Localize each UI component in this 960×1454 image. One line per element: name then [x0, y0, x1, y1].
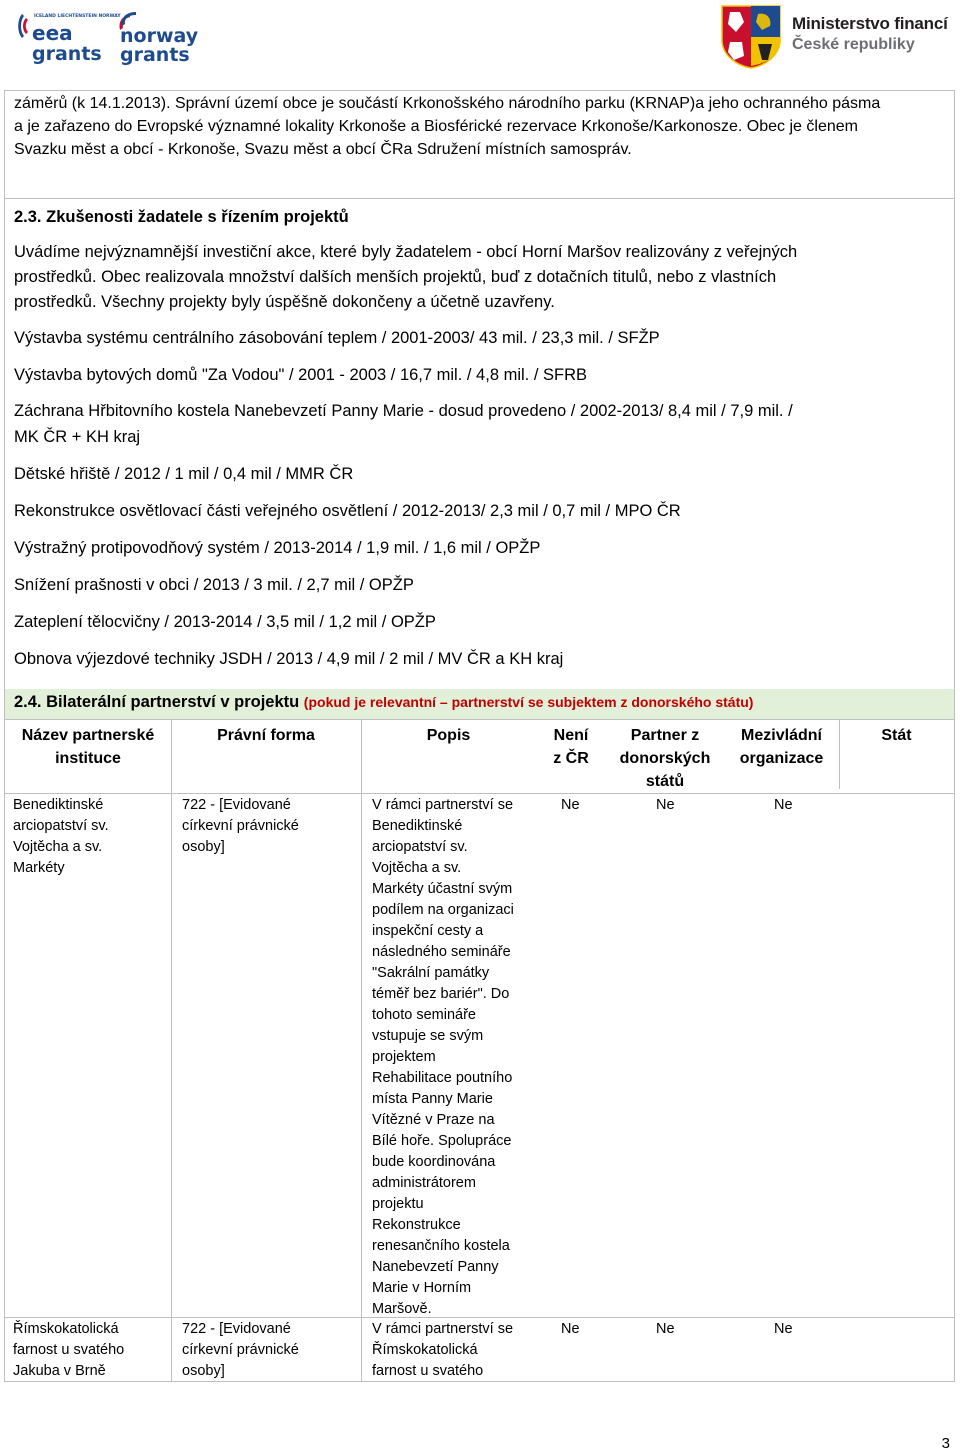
row1-desc-line: místa Panny Marie — [372, 1091, 493, 1107]
row1-desc-line: Marie v Horním — [372, 1280, 472, 1296]
row1-form-line: 722 - [Evidované — [182, 797, 291, 813]
document-frame — [4, 90, 955, 1382]
section-2-3-number: 2.3. — [14, 208, 42, 226]
row1-name-line: Benediktinské — [13, 797, 104, 813]
section-2-3-heading — [14, 208, 349, 227]
eea-logo-line2: grants — [32, 43, 102, 65]
row1-desc-line: Markéty účastní svým — [372, 881, 513, 897]
table-header-state — [839, 724, 954, 747]
table-header-legal-form — [171, 724, 361, 747]
mf-logo-line1: Ministerstvo financí — [792, 14, 948, 33]
row1-desc-line: "Sakrální památky — [372, 965, 490, 981]
row1-desc-line: podílem na organizaci — [372, 902, 514, 918]
row2-desc-line: V rámci partnerství se — [372, 1321, 514, 1337]
table-header-description — [361, 724, 536, 747]
section-2-4-title: Bilaterální partnerství v projektu — [46, 693, 300, 711]
table-row-divider — [5, 1317, 954, 1318]
row1-desc-line: tohoto semináře — [372, 1007, 476, 1023]
section-2-4-band — [5, 689, 954, 719]
norway-logo-line2: grants — [120, 44, 190, 66]
table-header-name — [5, 724, 171, 770]
intro-line-1: záměrů (k 14.1.2013). Správní území obce je součástí Krkonošského národního parku (KRNAP)a jeho ochranného pásma — [14, 95, 881, 112]
table-top-border — [5, 719, 954, 720]
table-row-1-donor: Ne — [656, 797, 675, 813]
section-2-3-intro-line-3: prostředků. Všechny projekty byly úspěšně dokončeny a účetně uzavřeny. — [14, 293, 555, 311]
project-item: Záchrana Hřbitovního kostela Nanebevzetí Panny Marie - dosud provedeno / 2002-2013/ 8,4 mil / 7,9 mil. / — [14, 402, 793, 420]
table-row-2-not-cz: Ne — [561, 1321, 580, 1337]
project-item: Snížení prašnosti v obci / 2013 / 3 mil. / 2,7 mil / OPŽP — [14, 576, 414, 594]
header-name-line2: instituce — [55, 750, 121, 767]
row1-desc-line: bude koordinována — [372, 1154, 496, 1170]
row1-form-line: osoby] — [182, 839, 225, 855]
table-header-intergovernmental — [724, 724, 839, 770]
header-not-cz-line2: z ČR — [553, 750, 589, 767]
row1-desc-line: Rehabilitace poutního — [372, 1070, 513, 1086]
norway-logo-line1: norway — [120, 25, 199, 47]
row1-desc-line: Rekonstrukce — [372, 1217, 461, 1233]
header-description-line1: Popis — [426, 727, 471, 744]
table-row-2-name — [13, 1319, 168, 1382]
project-item: Obnova výjezdové techniky JSDH / 2013 / 4,9 mil / 2 mil / MV ČR a KH kraj — [14, 650, 564, 668]
row1-desc-line: Benediktinské — [372, 818, 463, 834]
czech-coat-of-arms-icon — [718, 4, 784, 70]
eea-logo-line1: eea — [32, 21, 73, 45]
table-row-1-intergov: Ne — [774, 797, 793, 813]
row1-desc-line: projektem — [372, 1049, 436, 1065]
row1-desc-line: inspekční cesty a — [372, 923, 484, 939]
project-item: Zateplení tělocvičny / 2013-2014 / 3,5 mil / 1,2 mil / OPŽP — [14, 613, 436, 631]
row1-form-line: církevní právnické — [182, 818, 299, 834]
section-2-4-heading — [14, 693, 753, 712]
row1-name-line: Markéty — [13, 860, 65, 876]
row1-desc-line: arciopatství sv. — [372, 839, 468, 855]
table-row-1-legal-form — [182, 795, 357, 858]
project-item: Rekonstrukce osvětlovací části veřejného osvětlení / 2012-2013/ 2,3 mil / 0,7 mil / MPO ČR — [14, 502, 681, 520]
intro-line-3: Svazku měst a obcí - Krkonoše, Svazu měst a obcí ČRa Sdružení místních samospráv. — [14, 141, 632, 158]
header-not-cz-line1: Není — [553, 727, 589, 744]
row1-desc-line: Vojtěcha a sv. — [372, 860, 462, 876]
row1-name-line: arciopatství sv. — [13, 818, 109, 834]
project-item: Dětské hřiště / 2012 / 1 mil / 0,4 mil / MMR ČR — [14, 465, 354, 483]
row2-form-line: osoby] — [182, 1363, 225, 1379]
row1-desc-line: vstupuje se svým — [372, 1028, 484, 1044]
header-state-line1: Stát — [881, 727, 912, 744]
header-intergov-line1: Mezivládní — [741, 727, 822, 744]
project-item-continuation: MK ČR + KH kraj — [14, 428, 141, 446]
project-item: Výstavba systému centrálního zásobování teplem / 2001-2003/ 43 mil. / 23,3 mil. / SFŽP — [14, 329, 660, 347]
row2-form-line: 722 - [Evidované — [182, 1321, 291, 1337]
ministry-of-finance-logo — [718, 4, 952, 70]
row1-name-line: Vojtěcha a sv. — [13, 839, 103, 855]
eea-logo-small-text: ICELAND LIECHTENSTEIN NORWAY — [34, 14, 121, 19]
header-legal-form-line1: Právní forma — [217, 727, 315, 744]
row2-form-line: církevní právnické — [182, 1342, 299, 1358]
row1-desc-line: projektu — [372, 1196, 424, 1212]
table-header-donor-partner — [606, 724, 724, 793]
row1-desc-line: Nanebevzetí Panny — [372, 1259, 499, 1275]
table-row-2-intergov: Ne — [774, 1321, 793, 1337]
table-row-2-legal-form — [182, 1319, 357, 1382]
header-donor-line2: donorských — [619, 750, 711, 767]
row1-desc-line: administrátorem — [372, 1175, 476, 1191]
section-2-3-intro-line-2: prostředků. Obec realizovala množství dalších menších projektů, buď z dotačních titulů, nebo z vlastních — [14, 268, 777, 286]
section-2-4-number: 2.4. — [14, 693, 42, 711]
table-row-1-name — [13, 795, 168, 879]
eea-grants-logo — [18, 8, 121, 65]
table-row-1-description — [372, 795, 537, 1320]
table-header-not-cz — [536, 724, 606, 770]
row2-name-line: farnost u svatého — [13, 1342, 125, 1358]
section-2-3-title: Zkušenosti žadatele s řízením projektů — [46, 208, 349, 226]
row2-desc-line: Římskokatolická — [372, 1342, 478, 1358]
section-2-4-note: (pokud je relevantní – partnerství se subjektem z donorského státu) — [303, 694, 754, 710]
row1-desc-line: Maršově. — [372, 1301, 432, 1317]
table-row-2-description — [372, 1319, 537, 1382]
row1-desc-line: Vítězné v Praze na — [372, 1112, 495, 1128]
table-column-divider — [361, 719, 362, 1381]
header-donor-line3: států — [645, 773, 685, 790]
table-row-1-not-cz: Ne — [561, 797, 580, 813]
mf-logo-line2: České republiky — [792, 36, 915, 53]
row1-desc-line: renesančního kostela — [372, 1238, 510, 1254]
row2-desc-line: farnost u svatého — [372, 1363, 484, 1379]
row2-name-line: Jakuba v Brně — [13, 1363, 106, 1379]
row1-desc-line: V rámci partnerství se — [372, 797, 514, 813]
table-header-bottom-border — [5, 793, 954, 794]
section-2-3-intro-line-1: Uvádíme nejvýznamnější investiční akce, které byly žadatelem - obcí Horní Maršov realizovány z veřejných — [14, 243, 798, 261]
header-donor-line1: Partner z — [630, 727, 700, 744]
intro-paragraph-box — [5, 91, 954, 199]
row1-desc-line: Bílé hoře. Spolupráce — [372, 1133, 512, 1149]
table-row-2-donor: Ne — [656, 1321, 675, 1337]
norway-grants-logo — [116, 8, 199, 66]
row1-desc-line: téměř bez bariér". Do — [372, 986, 510, 1002]
project-item: Výstražný protipovodňový systém / 2013-2014 / 1,9 mil. / 1,6 mil / OPŽP — [14, 539, 541, 557]
header-name-line1: Název partnerské — [21, 727, 155, 744]
row2-name-line: Římskokatolická — [13, 1321, 119, 1337]
page-number: 3 — [941, 1435, 950, 1452]
table-column-divider — [171, 719, 172, 1381]
intro-line-2: a je zařazeno do Evropské významné lokality Krkonoše a Biosférické rezervace Krkonoše/Karkonosze. Obec je členem — [14, 118, 858, 135]
header-intergov-line2: organizace — [739, 750, 824, 767]
row1-desc-line: následného semináře — [372, 944, 511, 960]
project-item: Výstavba bytových domů "Za Vodou" / 2001 - 2003 / 16,7 mil. / 4,8 mil. / SFRB — [14, 366, 587, 384]
